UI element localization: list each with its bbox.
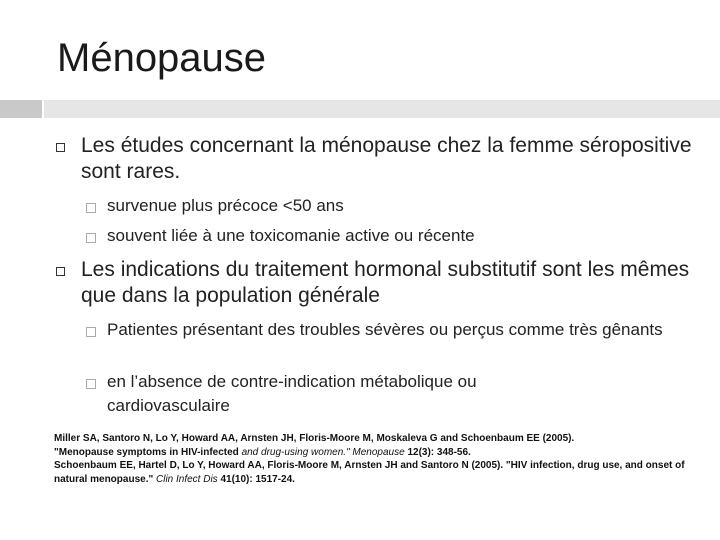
slide-title: Ménopause: [57, 36, 267, 80]
bullet-1-sub-1: survenue plus précoce <50 ans: [107, 196, 344, 215]
title-rule-dark: [0, 100, 42, 118]
references: [54, 432, 694, 486]
reference-1-volume: 12(3): 348-56.: [407, 446, 471, 458]
title-rule-light: [44, 100, 720, 118]
bullet-2-sub-2: en l’absence de contre-indication métabolique ou cardiovasculaire: [107, 372, 477, 415]
reference-1-title: "Menopause symptoms in HIV-infected: [54, 446, 239, 458]
sub-bullet-square-icon: [86, 327, 96, 337]
sub-bullet-square-icon: [86, 203, 96, 213]
bullet-2-sub-1: Patientes présentant des troubles sévères ou perçus comme très gênants: [107, 320, 663, 339]
reference-1-title-cont: and drug-using women." Menopause: [241, 446, 405, 458]
reference-2-journal: Clin Infect Dis: [156, 473, 218, 485]
bullet-1-text: Les études concernant la ménopause chez la femme séropositive sont rares.: [81, 134, 692, 183]
bullet-square-icon: [56, 267, 65, 276]
reference-2: [54, 459, 694, 486]
bullet-square-icon: [56, 143, 65, 152]
reference-2-main: Schoenbaum EE, Hartel D, Lo Y, Howard AA, Floris-Moore M, Arnsten JH and Santoro N (2005). "HIV infection, drug use, and onset of natural menopause.": [54, 460, 685, 485]
reference-1-authors: Miller SA, Santoro N, Lo Y, Howard AA, Arnsten JH, Floris-Moore M, Moskaleva G and Schoenbaum EE (2005).: [54, 433, 575, 444]
reference-2-volume: 41(10): 1517-24.: [220, 473, 295, 485]
bullet-2-text: Les indications du traitement hormonal substitutif sont les mêmes que dans la population générale: [81, 258, 690, 307]
bullet-1-sub-2: souvent liée à une toxicomanie active ou récente: [107, 226, 475, 245]
reference-1: [54, 432, 694, 459]
sub-bullet-square-icon: [86, 233, 96, 243]
sub-bullet-square-icon: [86, 379, 96, 389]
